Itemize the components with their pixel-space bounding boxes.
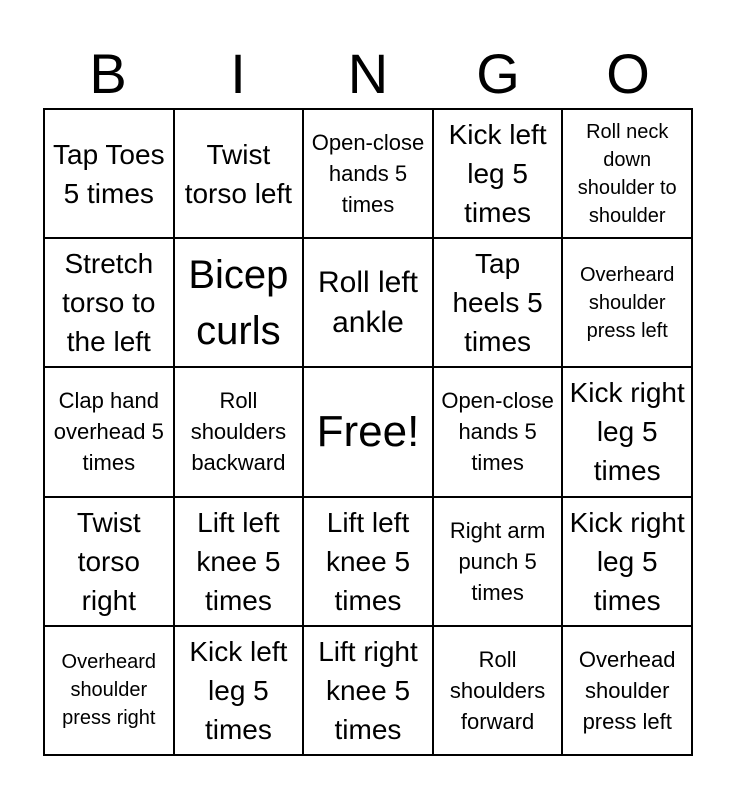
cell-text: Overheard shoulder press right	[61, 651, 157, 730]
bingo-cell[interactable]	[303, 497, 433, 626]
cell-text: Kick right leg 5 times	[569, 377, 685, 487]
cell-text: Lift left knee 5 times	[196, 506, 281, 616]
bingo-cell[interactable]	[303, 238, 433, 367]
bingo-cell[interactable]	[433, 626, 563, 755]
cell-text: Roll neck down shoulder to shoulder	[577, 120, 677, 227]
bingo-cell[interactable]	[44, 238, 174, 367]
cell-text: Twist torso right	[76, 506, 141, 616]
cell-text: Roll left ankle	[317, 265, 419, 339]
cell-text: Tap heels 5 times	[452, 248, 543, 358]
cell-text: Free!	[316, 406, 420, 456]
bingo-cell[interactable]	[44, 497, 174, 626]
bingo-cell[interactable]	[174, 238, 304, 367]
header-letter-i: I	[230, 42, 246, 105]
bingo-cell[interactable]	[433, 238, 563, 367]
bingo-cell[interactable]	[44, 626, 174, 755]
bingo-cell[interactable]	[303, 626, 433, 755]
cell-text: Roll shoulders backward	[190, 388, 287, 476]
header-letter-b: B	[89, 42, 127, 105]
bingo-header	[43, 40, 693, 108]
cell-text: Twist torso left	[184, 138, 293, 209]
bingo-cell[interactable]	[174, 109, 304, 238]
bingo-cell[interactable]	[44, 367, 174, 496]
bingo-cell[interactable]	[174, 497, 304, 626]
cell-text: Lift left knee 5 times	[325, 506, 411, 616]
cell-text: Roll shoulders forward	[449, 646, 546, 734]
cell-text: Stretch torso to the left	[62, 248, 156, 358]
bingo-cell[interactable]	[562, 626, 692, 755]
bingo-cell[interactable]	[433, 109, 563, 238]
cell-text: Open-close hands 5 times	[441, 388, 554, 476]
bingo-cell[interactable]	[44, 109, 174, 238]
cell-text: Tap Toes 5 times	[53, 138, 165, 209]
bingo-cell[interactable]	[562, 109, 692, 238]
bingo-cell[interactable]	[303, 109, 433, 238]
bingo-cell[interactable]	[562, 367, 692, 496]
cell-text: Clap hand overhead 5 times	[53, 388, 164, 476]
bingo-cell[interactable]	[562, 238, 692, 367]
header-letter-o: O	[606, 42, 650, 105]
cell-text: Right arm punch 5 times	[449, 517, 546, 605]
cell-text: Kick left leg 5 times	[448, 119, 547, 229]
bingo-cell[interactable]	[433, 497, 563, 626]
cell-text: Bicep curls	[188, 252, 289, 353]
bingo-cell[interactable]	[174, 626, 304, 755]
cell-text: Lift right knee 5 times	[318, 635, 418, 745]
cell-text: Open-close hands 5 times	[311, 130, 425, 218]
cell-text: Kick right leg 5 times	[569, 506, 685, 616]
cell-text: Kick left leg 5 times	[189, 635, 288, 745]
bingo-cell[interactable]	[433, 367, 563, 496]
header-letter-n: N	[347, 42, 389, 105]
bingo-card	[43, 108, 693, 756]
bingo-cell[interactable]	[174, 367, 304, 496]
cell-text: Overhead shoulder press left	[578, 646, 676, 734]
header-letter-g: G	[476, 42, 520, 105]
bingo-cell[interactable]	[562, 497, 692, 626]
cell-text: Overheard shoulder press left	[579, 263, 675, 342]
free-space-cell[interactable]	[303, 367, 433, 496]
